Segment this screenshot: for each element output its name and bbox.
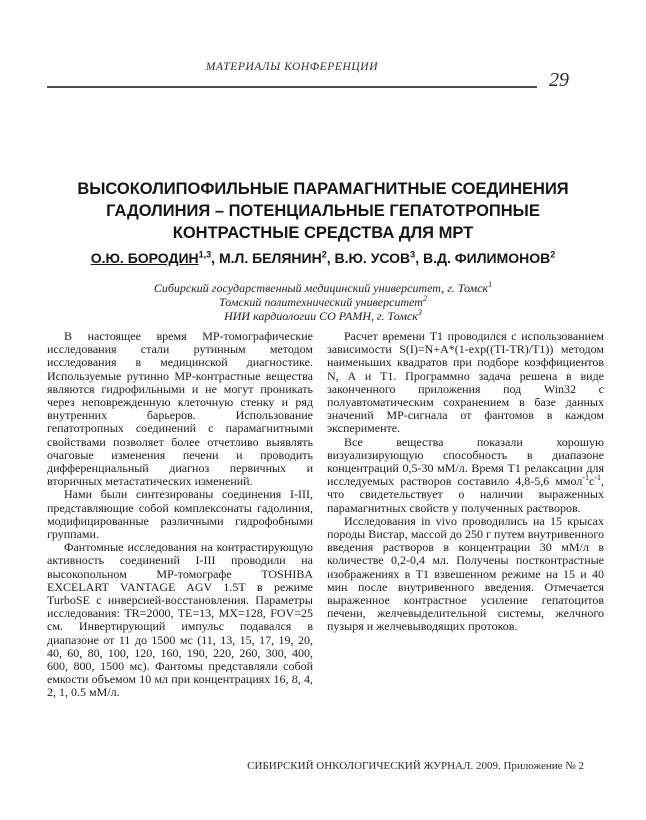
paragraph: Нами были синтезированы соединения I-III, представляющие собой комплексонаты гадолиния, модифицированные различными гидрофобными группами. — [47, 487, 313, 542]
paragraph-text: с — [589, 474, 595, 489]
author-name: О.Ю. БОРОДИН — [90, 250, 199, 266]
affiliation-superscript: 1 — [488, 280, 493, 289]
author-separator: , — [211, 250, 219, 266]
affiliation-text: Томский политехнический университет — [219, 295, 423, 309]
author-affiliation-superscript: 2 — [321, 249, 327, 260]
affiliation-line — [40, 281, 606, 295]
journal-footer: СИБИРСКИЙ ОНКОЛОГИЧЕСКИЙ ЖУРНАЛ. 2009. Приложение № 2 — [247, 760, 584, 772]
article-title-line: КОНТРАСТНЫЕ СРЕДСТВА ДЛЯ МРТ — [172, 224, 474, 242]
affiliations-block — [40, 281, 606, 323]
unit-superscript: -1 — [582, 473, 589, 483]
author-affiliation-superscript: 3 — [410, 249, 416, 260]
paragraph: Исследования in vivo проводились на 15 крысах породы Вистар, массой до 250 г путем внутривенного введения растворов в концентрации 30 мМ/л в количестве 0,2-0,4 мл. Получены постконтрастные изображениях в Т1 взвешенном режиме на 15 и 40 мин после внутривенного введения. Отмечается выраженное контрастное усиление гепатоцитов печени, желчевыделительной системы, желчного пузыря и желчевыводящих протоков. — [327, 513, 604, 634]
affiliation-superscript: 2 — [422, 294, 427, 303]
unit-superscript: -1 — [594, 473, 601, 483]
author-name: В.Ю. УСОВ — [334, 250, 411, 266]
body-columns — [47, 330, 604, 700]
author-affiliation-superscript: 1,3 — [198, 249, 212, 260]
body-column-right — [327, 330, 604, 700]
affiliation-superscript: 3 — [417, 308, 422, 317]
header-rule — [47, 86, 537, 88]
affiliation-text: НИИ кардиологии СО РАМН, г. Томск — [224, 309, 418, 323]
article-title-line: ВЫСОКОЛИПОФИЛЬНЫЕ ПАРАМАГНИТНЫЕ СОЕДИНЕНИЯ — [77, 180, 569, 198]
affiliation-line — [40, 309, 606, 323]
affiliation-line — [40, 295, 606, 309]
paragraph — [327, 436, 604, 515]
paragraph-text: Все вещества показали хорошую визуализирующую способность в диапазоне концентраций 0,5-30 мМ/л. Время Т1 релаксации для исследуемых растворов составило 4,8-5,6 ммол — [327, 434, 604, 489]
article-title-line: ГАДОЛИНИЯ – ПОТЕНЦИАЛЬНЫЕ ГЕПАТОТРОПНЫЕ — [106, 202, 540, 220]
running-head: МАТЕРИАЛЫ КОНФЕРЕНЦИИ — [205, 61, 379, 73]
body-column-left — [47, 330, 313, 700]
author-separator: , — [326, 250, 335, 266]
article-title — [40, 178, 606, 244]
author-name: В.Д. ФИЛИМОНОВ — [422, 250, 551, 266]
author-affiliation-superscript: 2 — [550, 249, 556, 260]
author-separator: , — [415, 250, 423, 266]
page-number: 29 — [549, 69, 569, 91]
paragraph-text: , что свидетельствует о наличии выраженных парамагнитных свойств у полученных растворов. — [327, 474, 604, 515]
paragraph: В настоящее время МР-томографические исследования стали рутинным методом исследования в медицинской диагностике. Используемые рутинно МР-контрастные вещества являются гидрофильными и не могут проникать через неповрежденную клеточную стенку и ряд внутренних барьеров. Использование гепатотропных соединений с парамагнитными свойствами позволяет более отчетливо выявлять очаговые изменения печени и проводить дифференциальный диагноз первичных и вторичных метастатических изменений. — [47, 329, 313, 489]
author-name: М.Л. БЕЛЯНИН — [218, 250, 322, 266]
paragraph: Фантомные исследования на контрастирующую активность соединений I-III проводили на высокопольном МР-томографе TOSHIBA EXCELART VANTAGE AGV 1.5T в режиме TurboSE с инверсией-восстановления. Параметры исследования: TR=2000, TE=13, MX=128, FOV=25 см. Инвертирующий импульс подавался в диапазоне от 11 до 1500 мс (11, 13, 15, 17, 19, 20, 40, 60, 80, 100, 120, 160, 190, 220, 260, 300, 400, 600, 800, 1500 мс). Фантомы представляли собой емкости объемом 10 мл при концентрациях 16, 8, 4, 2, 1, 0.5 мМ/л. — [47, 540, 313, 700]
paragraph: Расчет времени Т1 проводился с использованием зависимости S(I)=N+A*(1-exp((TI-TR)/Т1)) методом наименьших квадратов при подборе коэффициентов N, А и Т1. Программно задача решена в виде законченного приложения под Win32 с полуавтоматическим сохранением в базе данных значений МР-сигнала от фантомов в каждом эксперименте. — [327, 329, 604, 436]
authors-line — [40, 250, 606, 266]
affiliation-text: Сибирский государственный медицинский университет, г. Томск — [153, 281, 489, 295]
